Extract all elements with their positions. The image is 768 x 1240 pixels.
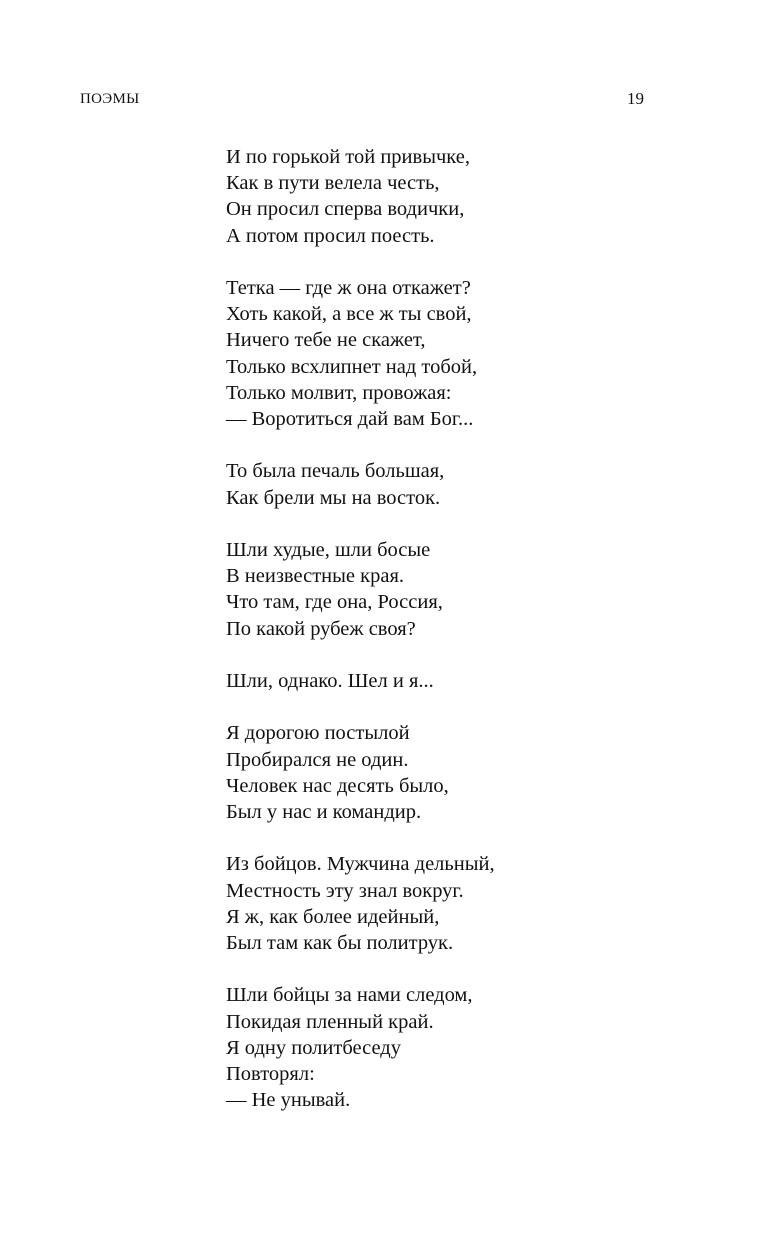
poem-line: То была печаль большая, [226,460,445,483]
stanza-7 [226,851,666,956]
stanza-3 [226,458,666,510]
poem-line: А потом просил поесть. [226,224,435,247]
stanza-8 [226,982,666,1113]
page-number: 19 [627,89,644,108]
poem-line: Был там как бы политрук. [226,932,454,954]
poem-line: Как брели мы на восток. [226,486,441,509]
poem-line: Только всхлипнет над тобой, [226,355,478,378]
poem-text [226,144,666,1140]
poem-line: Как в пути велела честь, [226,172,440,195]
poem-line: Ничего тебе не скажет, [226,329,426,352]
poem-line: Из бойцов. Мужчина дельный, [226,853,495,876]
poem-line: Покидая пленный край. [226,1010,434,1033]
poem-line: Шли худые, шли босые [226,539,431,561]
stanza-2 [226,275,666,432]
poem-line: Хоть какой, а все ж ты свой, [226,303,472,326]
poem-line: Местность эту знал вокруг. [226,879,464,902]
stanza-4 [226,537,666,642]
stanza-5 [226,668,666,694]
poem-line: По какой рубеж своя? [226,617,416,640]
poem-line: Только молвит, провожая: [226,381,452,404]
running-title: ПОЭМЫ [80,91,140,107]
poem-line: В неизвестные края. [226,565,404,588]
poem-line: Пробирался не один. [226,748,409,771]
poem-line: Тетка — где ж она откажет? [226,277,471,299]
poem-line: И по горькой той привычке, [226,146,470,168]
stanza-6 [226,720,666,825]
poem-line: Шли, однако. Шел и я... [226,670,434,692]
poem-line: — Не унывай. [226,1089,351,1112]
poem-line: Шли бойцы за нами следом, [226,984,473,1007]
poem-line: Человек нас десять было, [226,774,449,797]
poem-line: Что там, где она, Россия, [226,591,443,614]
stanza-1 [226,144,666,249]
poem-line: Он просил сперва водички, [226,198,465,221]
poem-line: Я одну политбеседу [226,1036,401,1059]
poem-line: Я дорогою постылой [226,722,410,745]
poem-line: Я ж, как более идейный, [226,905,440,928]
poem-line: Был у нас и командир. [226,801,422,823]
poem-line: — Воротиться дай вам Бог... [226,408,474,431]
poem-line: Повторял: [226,1063,315,1085]
